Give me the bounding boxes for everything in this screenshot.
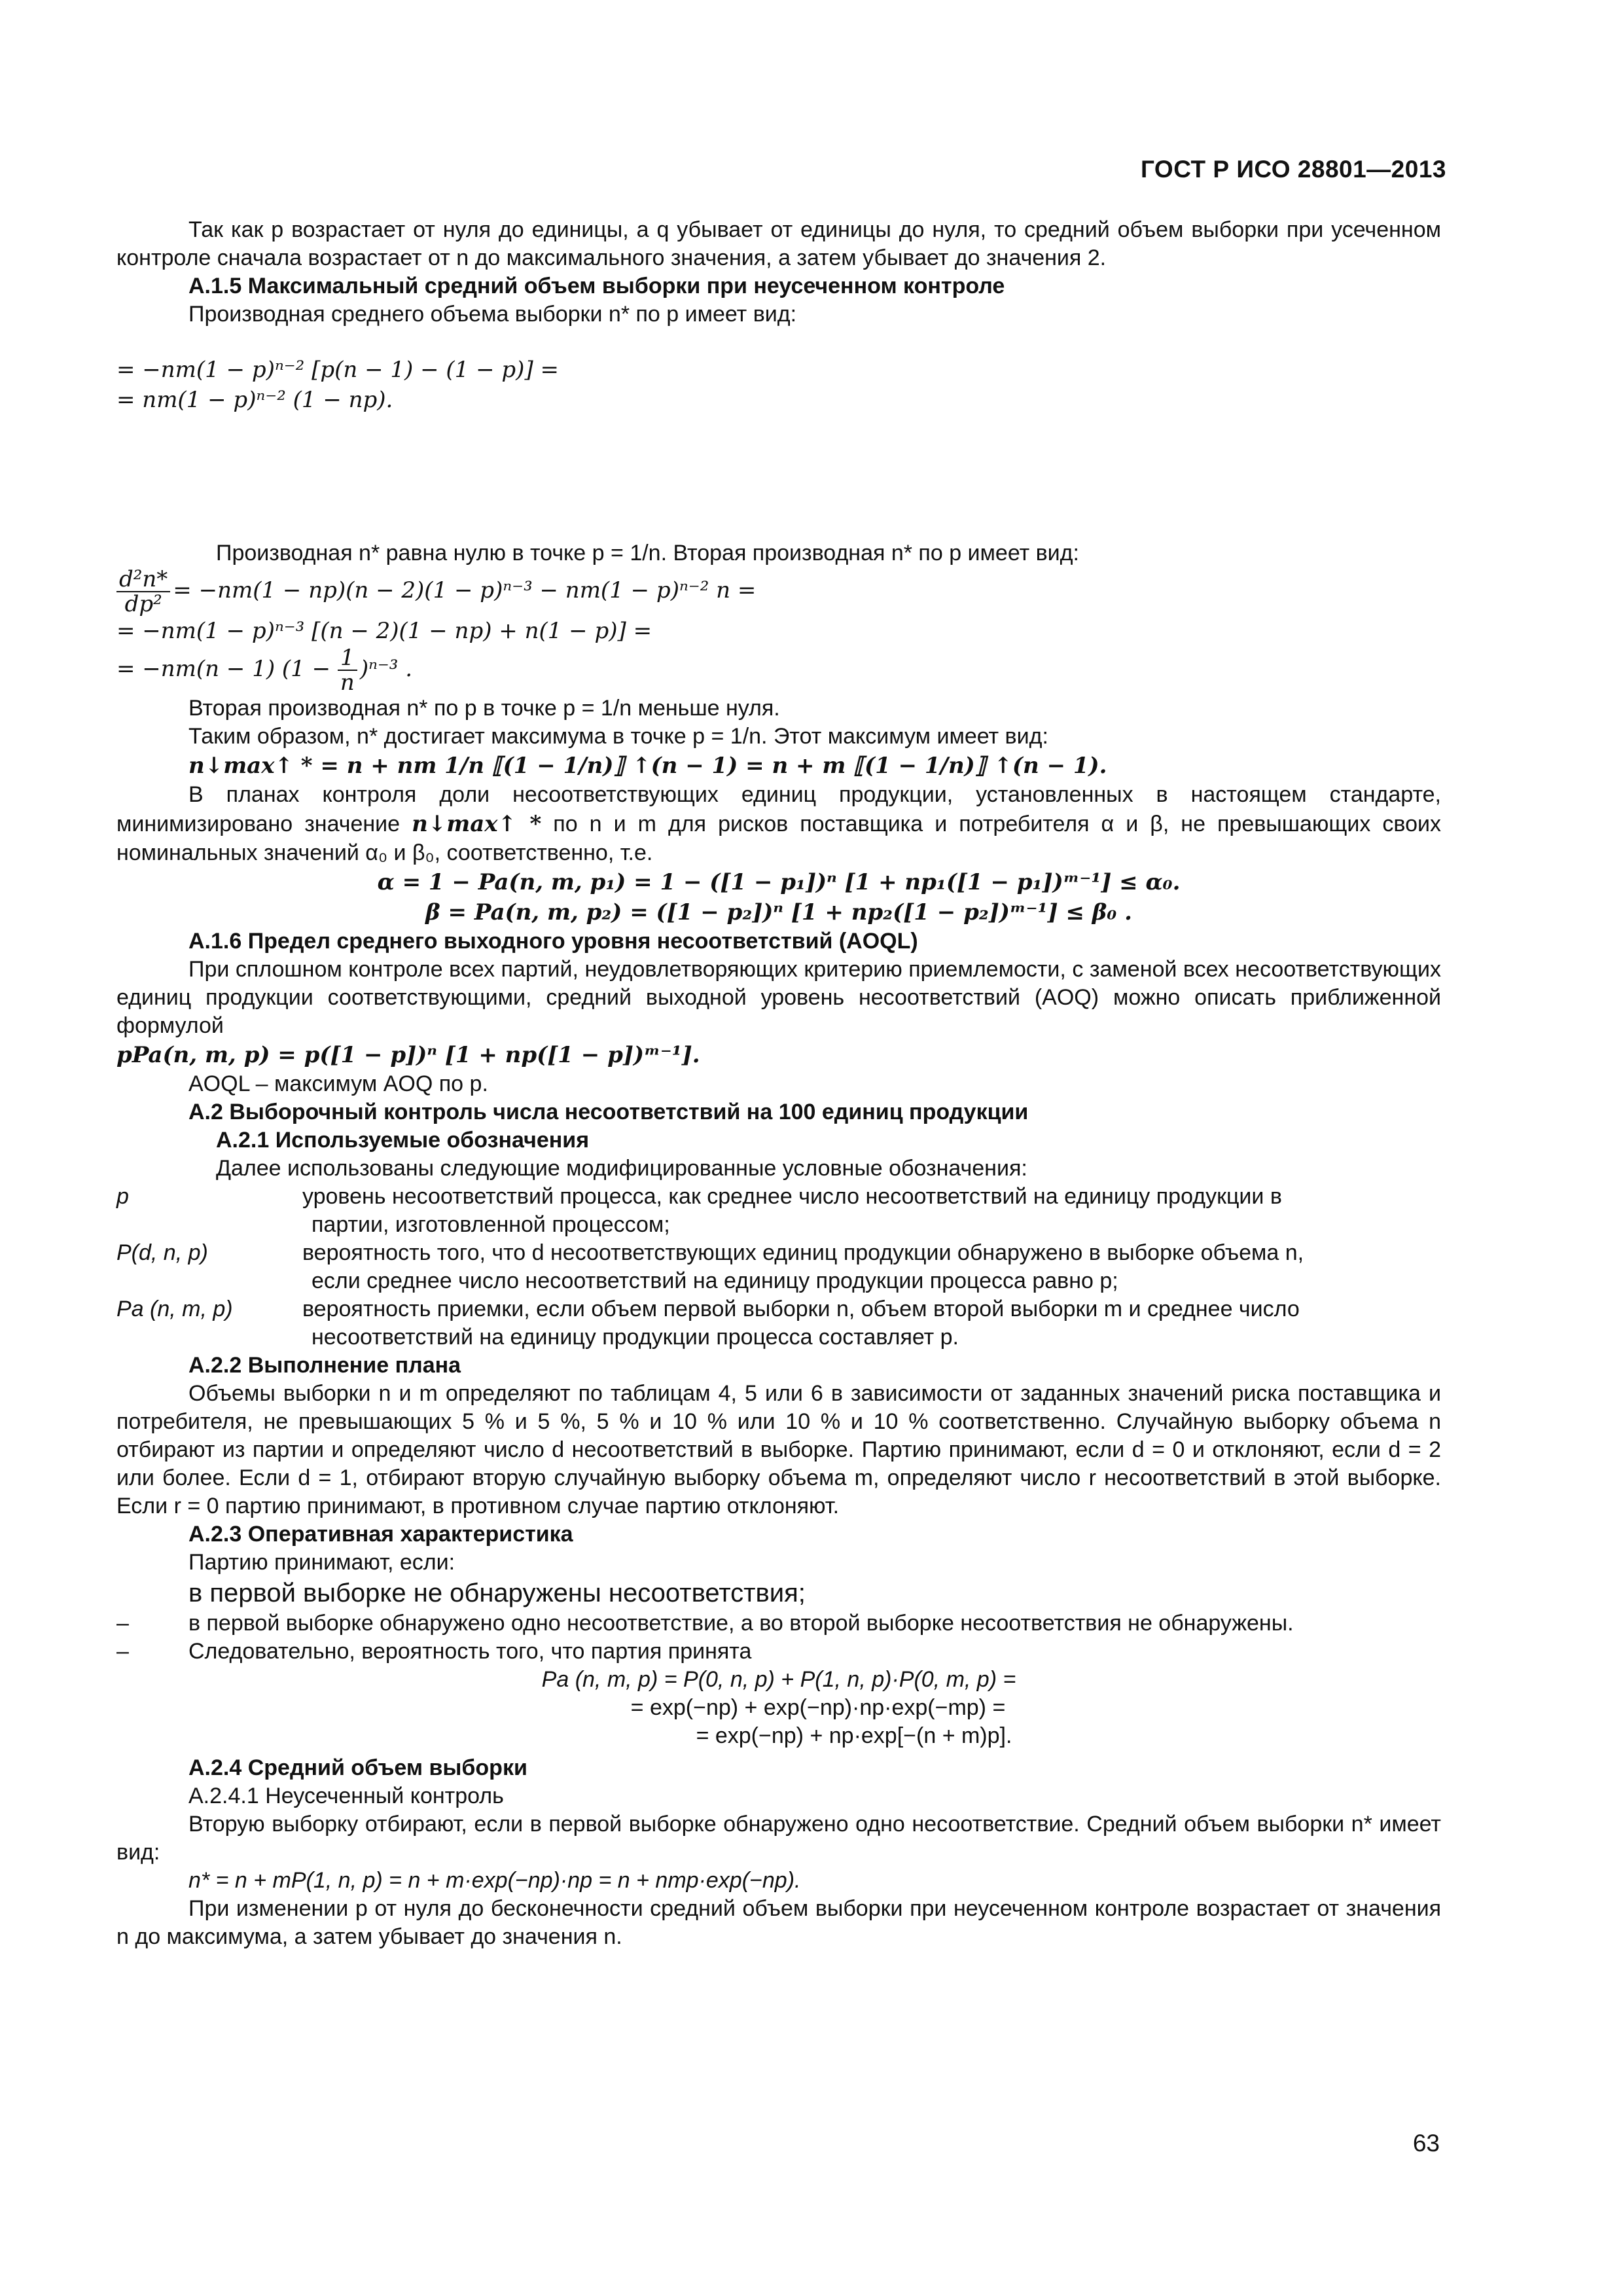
heading-a2: А.2 Выборочный контроль числа несоответствий на 100 единиц продукции xyxy=(188,1100,1029,1124)
heading-a24: А.2.4 Средний объем выборки xyxy=(188,1755,527,1780)
equation-6-line-2: = exp(−np) + exp(−np)·np·exp(−mp) = xyxy=(630,1695,1006,1720)
condition-2-text: в первой выборке обнаружено одно несоответствие, а во второй выборке несоответствия не обнаружены. xyxy=(188,1611,1294,1636)
definition-description xyxy=(302,1239,1441,1295)
equation-1-line-2: = nm(1 − p)ⁿ⁻² (1 − np). xyxy=(116,387,393,413)
dash-marker: – xyxy=(116,1611,129,1636)
paragraph-a21: Далее использованы следующие модифицированные условные обозначения: xyxy=(216,1156,1027,1181)
definition-text: вероятность приемки, если объем первой выборки n, объем второй выборки m и среднее число xyxy=(302,1297,1300,1321)
definition-text-continued: если среднее число несоответствий на единицу продукции процесса равно p; xyxy=(312,1268,1118,1293)
equation-6-line-3: = exp(−np) + np·exp[−(n + m)p]. xyxy=(696,1723,1012,1748)
heading-a16: А.1.6 Предел среднего выходного уровня несоответствий (AOQL) xyxy=(188,929,918,954)
definition-description xyxy=(302,1183,1441,1239)
heading-a21: А.2.1 Используемые обозначения xyxy=(216,1128,590,1153)
equation-7: n* = n + mP(1, n, p) = n + m·exp(−np)·np = n + nmp·exp(−np). xyxy=(188,1868,801,1893)
equation-2-line-3 xyxy=(116,646,1441,694)
paragraph-a23: Партию принимают, если: xyxy=(188,1550,455,1575)
paragraph-a15: Производная среднего объема выборки n* по p имеет вид: xyxy=(188,302,797,327)
equation-4-beta: β = Pa(n, m, p₂) = ([1 − p₂])ⁿ [1 + np₂([1 − p₂])ᵐ⁻¹] ≤ β₀ . xyxy=(425,899,1132,925)
plans-text-start: В планах контроля доли несоответствующих единиц продукции, установленных в настоящем стандарте, минимизировано значение xyxy=(116,782,1441,836)
fraction-denominator: dp² xyxy=(124,591,162,617)
equation-3: n↓max↑ * = n + nm 1/n ⟦(1 − 1/n)⟧ ↑(n − 1) = n + m ⟦(1 − 1/n)⟧ ↑(n − 1). xyxy=(188,753,1107,779)
paragraph-aoql: AOQL – максимум AOQ по p. xyxy=(188,1071,488,1096)
dash-marker: – xyxy=(116,1639,129,1664)
equation-2-line-2: = −nm(1 − p)ⁿ⁻³ [(n − 2)(1 − np) + n(1 − p)] = xyxy=(116,618,652,644)
paragraph-second-derivative: Вторая производная n* по p в точке p = 1/n меньше нуля. xyxy=(188,696,780,721)
paragraph-a16: При сплошном контроле всех партий, неудовлетворяющих критерию приемлемости, с заменой всех несоответствующих единиц продукции соответствующими, средний выходной уровень несоответствий (AOQ) можно описать приближенной формулой xyxy=(116,957,1441,1038)
paragraph-a23-condition-1: в первой выборке не обнаружены несоответствия; xyxy=(188,1579,806,1607)
heading-a15: А.1.5 Максимальный средний объем выборки при неусеченном контроле xyxy=(188,274,1005,298)
page-content xyxy=(116,216,1441,1951)
definition-text-continued: несоответствий на единицу продукции процесса составляет p. xyxy=(312,1325,959,1350)
paragraph-derivative: Производная n* равна нулю в точке p = 1/n. Вторая производная n* по p имеет вид: xyxy=(216,541,1079,565)
definition-row xyxy=(116,1183,1441,1239)
equation-1-line-1: = −nm(1 − p)ⁿ⁻² [p(n − 1) − (1 − p)] = xyxy=(116,357,559,383)
paragraph-final: При изменении p от нуля до бесконечности средний объем выборки при неусеченном контроле возрастает от значения n до максимума, а затем убывает до значения n. xyxy=(116,1896,1441,1949)
fraction-numerator: 1 xyxy=(338,646,357,671)
definitions-list xyxy=(116,1183,1441,1352)
fraction-1-over-n xyxy=(338,646,357,694)
definition-row xyxy=(116,1295,1441,1352)
equation-2-line-3-end: )ⁿ⁻³ . xyxy=(359,656,413,682)
plans-text-end: по n и m для рисков поставщика и потребителя α и β, не превышающих своих номинальных значений α₀ и β₀, соответственно, т.е. xyxy=(116,812,1442,865)
plans-inline-formula: n↓max↑ * xyxy=(412,811,542,837)
page-number: 63 xyxy=(1412,2130,1440,2157)
definition-description xyxy=(302,1295,1441,1352)
probability-text: Следовательно, вероятность того, что партия принята xyxy=(188,1639,752,1664)
equation-4-alpha: α = 1 − Pa(n, m, p₁) = 1 − ([1 − p₁])ⁿ [1 + np₁([1 − p₁])ᵐ⁻¹] ≤ α₀. xyxy=(377,869,1181,895)
paragraph-a23-probability xyxy=(116,1638,1441,1666)
definition-term: Pa (n, m, p) xyxy=(116,1297,233,1321)
equation-2-rhs: = −nm(1 − np)(n − 2)(1 − p)ⁿ⁻³ − nm(1 − p)ⁿ⁻² n = xyxy=(173,577,757,603)
heading-a22: А.2.2 Выполнение плана xyxy=(188,1353,461,1378)
equation-6-line-1: Pa (n, m, p) = P(0, n, p) + P(1, n, p)·P(0, m, p) = xyxy=(541,1667,1016,1692)
paragraph-a23-condition-2 xyxy=(116,1609,1441,1638)
fraction-numerator: d²n* xyxy=(116,567,170,592)
definition-term: P(d, n, p) xyxy=(116,1240,208,1265)
definition-text: уровень несоответствий процесса, как среднее число несоответствий на единицу продукции в xyxy=(302,1184,1282,1209)
equation-5: pPa(n, m, p) = p([1 − p])ⁿ [1 + np([1 − p])ᵐ⁻¹]. xyxy=(116,1042,700,1068)
heading-a241: А.2.4.1 Неусеченный контроль xyxy=(188,1784,504,1808)
paragraph-a22: Объемы выборки n и m определяют по таблицам 4, 5 или 6 в зависимости от заданных значений риска поставщика и потребителя, не превышающих 5 % и 5 %, 5 % и 10 % или 10 % и 10 % соответственно. Случайную выборку объема n отбирают из партии и определяют число d несоответствий в выборке. Партию принимают, если d = 0 и отклоняют, если d = 2 или более. Если d = 1, отбирают вторую случайную выборку объема m, определяют число r несоответствий в этой выборке. Если r = 0 партию принимают, в противном случае партию отклоняют. xyxy=(116,1381,1441,1518)
definition-row xyxy=(116,1239,1441,1295)
page-header-standard: ГОСТ Р ИСО 28801—2013 xyxy=(1140,156,1446,183)
fraction-d2n-dp2 xyxy=(116,567,170,616)
paragraph-plans xyxy=(116,781,1441,867)
heading-a23: А.2.3 Оперативная характеристика xyxy=(188,1522,573,1547)
definition-term: p xyxy=(116,1184,129,1209)
definition-text: вероятность того, что d несоответствующих единиц продукции обнаружено в выборке объема n, xyxy=(302,1240,1304,1265)
paragraph-maximum: Таким образом, n* достигает максимума в точке p = 1/n. Этот максимум имеет вид: xyxy=(188,724,1048,749)
equation-2-line-1 xyxy=(116,567,1441,616)
definition-text-continued: партии, изготовленной процессом; xyxy=(312,1212,670,1237)
fraction-denominator: n xyxy=(340,670,355,696)
equation-2-line-3-start: = −nm(n − 1) (1 − xyxy=(116,656,331,682)
paragraph-intro: Так как p возрастает от нуля до единицы, а q убывает от единицы до нуля, то средний объем выборки при усеченном контроле сначала возрастает от n до максимального значения, а затем убывает до значения 2. xyxy=(116,217,1441,270)
paragraph-a241: Вторую выборку отбирают, если в первой выборке обнаружено одно несоответствие. Средний объем выборки n* имеет вид: xyxy=(116,1812,1441,1865)
